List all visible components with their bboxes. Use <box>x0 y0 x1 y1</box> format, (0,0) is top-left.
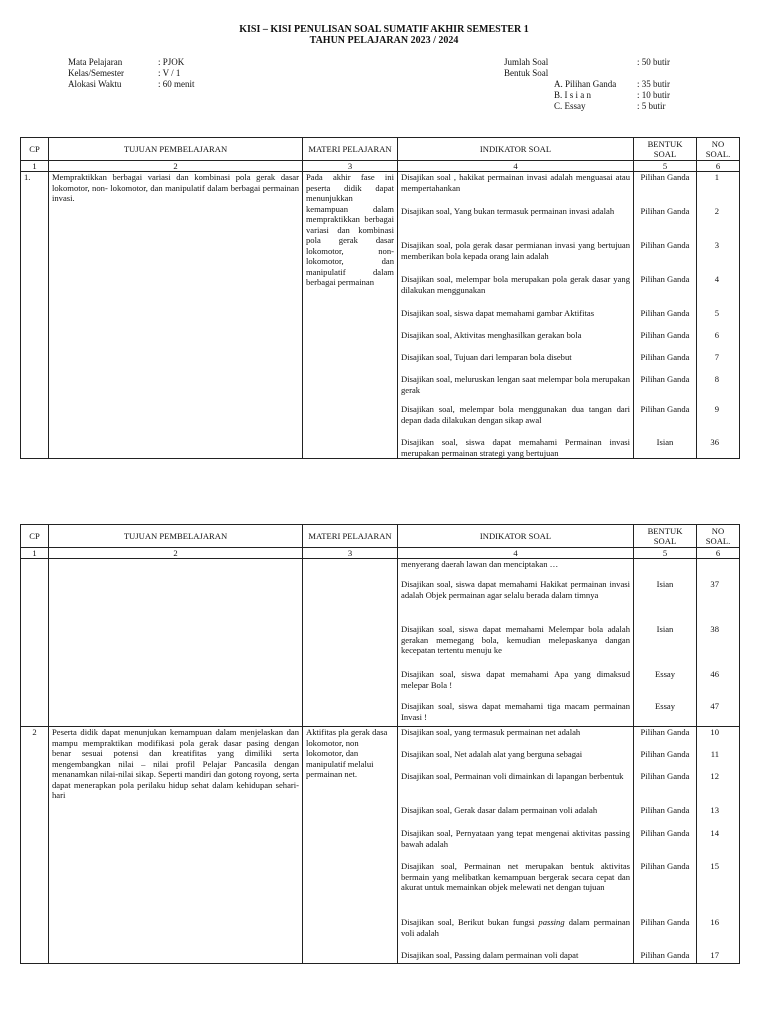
col-header-tujuan: TUJUAN PEMBELAJARAN <box>49 138 303 161</box>
bentuk-item: Pilihan Ganda <box>640 727 690 737</box>
no-soal-item: 6 <box>714 330 719 340</box>
indikator-item: Disajikan soal, siswa dapat memahami Hakikat permainan invasi adalah Objek permainan agar selalu berada dalam timnya <box>401 579 630 600</box>
indikator-item: Disajikan soal, Permainan net merupakan bentuk aktivitas bermain yang melibatkan kemampuan bergerak secara cepat dan akurat untuk memainkan objek melewati net dengan tujuan <box>401 861 630 892</box>
col-header-bentuk: BENTUK SOAL <box>634 138 697 161</box>
bentuk-item: Pilihan Ganda <box>640 749 690 759</box>
indikator-item: Disajikan soal, siswa dapat memahami Apa yang dimaksud melepar Bola ! <box>401 669 630 690</box>
indikator-item: Disajikan soal, siswa dapat memahami gambar Aktifitas <box>401 308 595 318</box>
bentuk-item: Pilihan Ganda <box>640 917 690 927</box>
indikator-item: Disajikan soal, siswa dapat memahami Permainan invasi merupakan permainan strategi yang bertujuan <box>401 437 630 458</box>
table-row <box>21 559 740 727</box>
tujuan-cell: Mempraktikkan berbagai variasi dan kombinasi pola gerak dasar lokomotor, non- lokomotor, dan manipulatif dalam berbagai permainan invasi. <box>49 172 303 459</box>
bentuk-item: Pilihan Ganda <box>640 240 690 250</box>
no-soal-item: 4 <box>714 274 719 284</box>
indikator-item: Disajikan soal, Pernyataan yang tepat mengenai aktivitas passing bawah adalah <box>401 828 630 849</box>
bentuk-item: Essay <box>654 669 676 679</box>
indikator-item: Disajikan soal, Net adalah alat yang berguna sebagai <box>401 749 583 759</box>
col-header-no: NO SOAL. <box>697 138 740 161</box>
document-subtitle: TAHUN PELAJARAN 2023 / 2024 <box>309 35 459 46</box>
bentuk-cell <box>634 172 697 459</box>
bentuk-item: Pilihan Ganda <box>640 352 690 362</box>
bentuk-item: Pilihan Ganda <box>640 771 690 781</box>
bentuk-item: Isian <box>656 579 674 589</box>
tujuan-cell: Peserta didik dapat menunjukan kemampuan dalam menjelaskan dan mampu mempraktikan modifikasi pola gerak dasar pasing dengan benar sesuai potensi dan kreatifitas yang dimiliki serta mengembangkan nilai – nilai profil Pelajar Pancasila dengan menanamkan nilai-nilai sikap. Seperti mandiri dan gotong royong, serta dapat menerapkan pola perilaku hidup sehat dalam kehidupan sehari-hari <box>49 727 303 964</box>
col-header-materi: MATERI PELAJARAN <box>303 138 398 161</box>
col-header-tujuan: TUJUAN PEMBELAJARAN <box>49 525 303 548</box>
indikator-item: Disajikan soal, melempar bola merupakan pola gerak dasar yang dilakukan menggunakan <box>401 274 630 295</box>
indikator-item: Disajikan soal, meluruskan lengan saat melempar bola merupakan gerak <box>401 374 630 395</box>
column-number: 5 <box>634 161 697 172</box>
indikator-cell <box>398 727 634 964</box>
no-soal-item: 8 <box>714 374 719 384</box>
meta-value: : 10 butir <box>637 90 670 100</box>
bentuk-item: Isian <box>656 437 674 447</box>
meta-value: : 35 butir <box>637 79 670 89</box>
materi-cell: Aktifitas pla gerak dasa lokomotor, non lokomotor, dan manipulatif melalui permainan net. <box>303 727 398 964</box>
bentuk-item: Pilihan Ganda <box>640 861 690 871</box>
col-header-cp: CP <box>21 138 49 161</box>
col-header-cp: CP <box>21 525 49 548</box>
materi-cell <box>303 559 398 727</box>
indikator-item: Disajikan soal , hakikat permainan invasi adalah menguasai atau mempertahankan <box>401 172 630 193</box>
no-soal-item: 1 <box>714 172 719 182</box>
col-header-indikator: INDIKATOR SOAL <box>398 525 634 548</box>
meta-label: Jumlah Soal <box>504 57 549 67</box>
no-soal-item: 10 <box>710 727 719 737</box>
column-number-row <box>21 548 740 559</box>
bentuk-item: Isian <box>656 624 674 634</box>
no-soal-item: 7 <box>714 352 719 362</box>
meta-label: Bentuk Soal <box>504 68 549 78</box>
table-header-row <box>21 138 740 161</box>
column-number: 2 <box>49 548 303 559</box>
indikator-item: Disajikan soal, Tujuan dari lemparan bola disebut <box>401 352 572 362</box>
indikator-text: Disajikan soal, Berikut bukan fungsi <box>401 917 539 927</box>
indikator-item: Disajikan soal, siswa dapat memahami tiga macam permainan Invasi ! <box>401 701 630 722</box>
indikator-item: Disajikan soal, Passing dalam permainan voli dapat <box>401 950 579 960</box>
column-number: 1 <box>21 161 49 172</box>
table-row <box>21 727 740 964</box>
indikator-item: Disajikan soal, Permainan voli dimainkan di lapangan berbentuk <box>401 771 624 781</box>
indikator-cell <box>398 559 634 727</box>
bentuk-item: Pilihan Ganda <box>640 404 690 414</box>
column-number: 5 <box>634 548 697 559</box>
meta-label: B. I s i a n <box>554 90 591 100</box>
bentuk-item: Pilihan Ganda <box>640 828 690 838</box>
materi-cell: Pada akhir fase ini peserta didik dapat menunjukkan kemampuan dalam mempraktikkan berbagai variasi dan kombinasi pola gerak dasar lokomotor, non-lokomotor, dan manipulatif dalam berbagai permainan <box>303 172 398 459</box>
no-soal-item: 17 <box>710 950 719 960</box>
indikator-item <box>401 917 630 950</box>
no-soal-item: 11 <box>710 749 719 759</box>
meta-label: A. Pilihan Ganda <box>554 79 617 89</box>
no-soal-item: 12 <box>710 771 719 781</box>
document-title: KISI – KISI PENULISAN SOAL SUMATIF AKHIR SEMESTER 1 <box>239 24 529 35</box>
meta-right <box>504 57 670 112</box>
no-soal-cell <box>697 172 740 459</box>
meta-label: C. Essay <box>554 101 586 111</box>
table-row <box>21 172 740 459</box>
column-number: 4 <box>398 548 634 559</box>
no-soal-item: 3 <box>714 240 719 250</box>
no-soal-item: 9 <box>714 404 719 414</box>
tujuan-cell <box>49 559 303 727</box>
cp-cell: 2 <box>21 727 49 964</box>
meta-label: Kelas/Semester <box>68 68 124 78</box>
bentuk-cell <box>634 559 697 727</box>
indikator-emphasis: passing <box>538 917 565 927</box>
table-header-row <box>21 525 740 548</box>
column-number: 1 <box>21 548 49 559</box>
no-soal-item: 37 <box>710 579 719 589</box>
column-number: 3 <box>303 548 398 559</box>
indikator-text: dalam permainan voli adalah <box>401 917 630 938</box>
bentuk-cell <box>634 727 697 964</box>
no-soal-item: 36 <box>710 437 719 447</box>
bentuk-item: Pilihan Ganda <box>640 308 690 318</box>
meta-left <box>68 57 195 90</box>
no-soal-item: 13 <box>710 805 719 815</box>
indikator-item: Disajikan soal, Gerak dasar dalam permainan voli adalah <box>401 805 598 815</box>
no-soal-item: 16 <box>710 917 719 927</box>
cp-cell <box>21 559 49 727</box>
no-soal-cell <box>697 559 740 727</box>
bentuk-item: Pilihan Ganda <box>640 950 690 960</box>
no-soal-item: 47 <box>710 701 719 711</box>
column-number: 6 <box>697 548 740 559</box>
bentuk-item: Pilihan Ganda <box>640 805 690 815</box>
col-header-bentuk: BENTUK SOAL <box>634 525 697 548</box>
meta-label: Mata Pelajaran <box>68 57 123 67</box>
no-soal-item: 14 <box>710 828 719 838</box>
col-header-indikator: INDIKATOR SOAL <box>398 138 634 161</box>
col-header-materi: MATERI PELAJARAN <box>303 525 398 548</box>
meta-value: : 60 menit <box>158 79 195 89</box>
meta-value: : 50 butir <box>637 57 670 67</box>
column-number: 4 <box>398 161 634 172</box>
bentuk-item: Pilihan Ganda <box>640 274 690 284</box>
kisi-table-2 <box>20 524 740 964</box>
no-soal-item: 2 <box>714 206 719 216</box>
no-soal-item: 5 <box>714 308 719 318</box>
kisi-table-1 <box>20 137 740 459</box>
column-number: 6 <box>697 161 740 172</box>
column-number-row <box>21 161 740 172</box>
indikator-item: Disajikan soal, yang termasuk permainan net adalah <box>401 727 581 737</box>
no-soal-item: 38 <box>710 624 719 634</box>
col-header-no: NO SOAL. <box>697 525 740 548</box>
bentuk-item: Pilihan Ganda <box>640 374 690 384</box>
no-soal-item: 15 <box>710 861 719 871</box>
indikator-item: Disajikan soal, Aktivitas menghasilkan gerakan bola <box>401 330 582 340</box>
bentuk-item: Pilihan Ganda <box>640 206 690 216</box>
meta-label: Alokasi Waktu <box>68 79 122 89</box>
column-number: 3 <box>303 161 398 172</box>
bentuk-item: Essay <box>654 701 676 711</box>
bentuk-item: Pilihan Ganda <box>640 330 690 340</box>
indikator-item: Disajikan soal, melempar bola menggunakan dua tangan dari depan dada dilakukan dengan sikap awal <box>401 404 630 425</box>
bentuk-item: Pilihan Ganda <box>640 172 690 182</box>
indikator-continuation: menyerang daerah lawan dan menciptakan … <box>401 559 559 569</box>
indikator-item: Disajikan soal, siswa dapat memahami Melempar bola adalah gerakan memegang bola, kemudian melepaskanya dangan kecepatan tertentu menuju ke <box>401 624 630 655</box>
column-number: 2 <box>49 161 303 172</box>
indikator-cell <box>398 172 634 459</box>
cp-cell: 1. <box>21 172 49 459</box>
no-soal-cell <box>697 727 740 964</box>
meta-value: : 5 butir <box>637 101 666 111</box>
indikator-item: Disajikan soal, Yang bukan termasuk permainan invasi adalah <box>401 206 615 216</box>
meta-value: : V / 1 <box>158 68 181 78</box>
indikator-item: Disajikan soal, pola gerak dasar permianan invasi yang bertujuan memberikan bola kepada orang lain adalah <box>401 240 630 261</box>
no-soal-item: 46 <box>710 669 719 679</box>
meta-value: : PJOK <box>158 57 185 67</box>
